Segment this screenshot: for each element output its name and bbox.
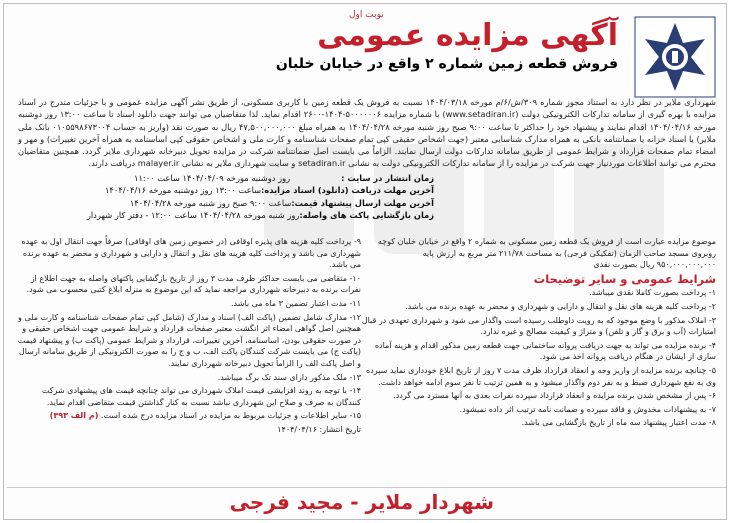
ad-frame — [3, 3, 727, 520]
condition-item: ۱۴- با توجه به روند افزایشی قیمت املاک شهرداری می تواند چنانچه قیمت های پیشنهادی شرکت کنندگان به صرف و صلاح این شهرداری نباشد نسبت به کنار گذاشتن قیمت متقاضی اقدام نماید. — [41, 386, 361, 407]
schedule-row — [129, 197, 434, 209]
reference-code: (م الف ۳۹۳) — [49, 411, 99, 421]
condition-item: ۸- مدت اعتبار پیشنهاد سه ماه از تاریخ بازگشایی می باشد. — [521, 418, 716, 428]
subject-paragraph: موضوع مزایده عبارت است از فروش یک قطعه زمین مسکونی به شماره ۲ واقع در خیابان خلبان کوچه روبروی مسجد صاحب الزمان (تفکیکی فرجی) به مساحت ۲۱۱/۷۸ متر مربع به ارزش پایه ۹۵۰,۰۰۰,۰۰۰,۰۰۰ ریال بصورت نقدی — [377, 237, 716, 270]
schedule-label: زمان بازگشایی پاکت های واصله: — [299, 209, 434, 220]
schedule-label: آخرین مهلت دریافت (دانلود) اسناد مزایده: — [261, 185, 434, 196]
left-column — [16, 236, 361, 438]
condition-item: ۳- املاک مذکور با وضع موجود که به رویت داوطلب رسیده است واگذار می شود و شهرداری تعهدی در قبال امتیازات (آب و برق و گاز و تلفن) و متراژ و کیفیت مصالح و غیره ندارد. — [361, 315, 716, 337]
divider — [7, 487, 727, 488]
schedule-row — [86, 209, 434, 221]
condition-item: ۵- چنانچه برنده مزایده از واریز وجه و انعقاد قرارداد ظرف مدت ۷ روز از تاریخ ابلاغ خودداری نماید سپرده وی به نفع شهرداری ضبط و به نفر دوم واگذار میشود و به همین ترتیب تا نفر سوم ادامه خواهد داشت. — [366, 365, 716, 387]
condition-item — [16, 410, 361, 422]
schedule-value: ساعت ۱۳:۰۰ روز دوشنبه مورخه ۱۴۰۴/۰۴/۱۶ — [104, 185, 262, 196]
condition-text: ۱۵- سایر اطلاعات و جزئیات مربوط به مزایده در اسناد مزایده درج شده است. — [100, 411, 361, 421]
right-column — [361, 236, 716, 431]
schedule-table — [86, 172, 434, 221]
municipality-logo — [634, 16, 716, 98]
schedule-row — [134, 172, 434, 184]
condition-item: ۱۱- مدت اعتبار تضمین ۳ ماه می باشد. — [231, 298, 361, 308]
schedule-value: ساعت ۹:۰۰ صبح روز شنبه مورخه ۱۴۰۴/۰۴/۲۸ — [129, 197, 292, 208]
condition-item: ۷- به پیشنهادات مخدوش و فاقد سپرده و ضمانت نامه ترتیب اثر داده نمیشود. — [459, 404, 716, 414]
issue-badge: نوبت اول — [349, 10, 384, 20]
condition-item: ۶- پس از مشخص شدن برنده مزایده و انعقاد قرارداد سپرده نفرات بعدی به آنها مسترد می گردد. — [393, 391, 716, 401]
schedule-label: زمان انتشار در سایت : — [341, 173, 434, 183]
page-subtitle: فروش قطعه زمین شماره ۲ واقع در خیابان خلبان — [275, 56, 618, 72]
condition-item: ۱- پرداخت بصورت کاملا نقدی میباشد. — [589, 288, 716, 298]
section-title: شرایط عمومی و سایر توضیحات — [533, 271, 716, 286]
condition-item: ۹- پرداخت کلیه هزینه های پذیره اوقافی (در خصوص زمین های اوقافی) صرفاً جهت انتقال اول به عهده شهرداری می باشد و پرداخت کلیه هزینه های نقل و انتقال و دارایی و شهرداری و محضر به عهده برنده می باشد. — [21, 237, 361, 270]
schedule-value: روز شنبه مورخه ۱۴۰۴/۰۴/۲۸ ساعت ۱۲:۰۰ - دفتر کار شهردار — [86, 209, 300, 220]
schedule-label: آخرین مهلت ارسال پیشنهاد قیمت: — [291, 197, 434, 208]
condition-item: ۱۲- مدارک شامل تضمین (پاکت الف) اسناد و مدارک (شامل کپی تمام صفحات شناسنامه و کارت ملی و همچنین اصل گواهی امضاء اثر انگشت معتبر صفحات قرارداد و شرایط عمومی جهت اشخاص حقیقی و در صورت حقوقی بودن، اساسنامه، آخرین تغییرات، قرارداد و شرایط عمومی (پاکت ب) و پیشنهاد قیمت (پاکت ج) می بایست شرکت کنندگان پاکت الف، ب و ج را به صورت الکترونیکی از طریق سامانه ارسال و اصل پاکت الف را الزاماً تحویل دبیرخانه شهرداری نمایند. — [17, 312, 361, 368]
condition-item: ۴- برنده مزایده می تواند به جهت دریافت پروانه ساختمانی جهت قطعه زمین مذکور اقدام و هزینه آماده سازی از ایشان در هنگام دریافت پروانه اخذ می شود. — [374, 340, 716, 362]
issue-date: تاریخ انتشار: ۱۴۰۴/۰۴/۱۶ — [277, 424, 361, 434]
page-title: آگهی مزایده عمومی — [317, 18, 618, 53]
condition-item: ۱۳- ملک مذکور دارای سند تک برگ میباشد. — [217, 372, 361, 382]
logo-icon — [634, 16, 716, 98]
intro-paragraph: شهرداری ملایر در نظر دارد به استناد مجوز شماره ۳۰۹/ش/۶/م مورخه ۱۴۰۴/۰۳/۱۸ نسبت به فروش یک قطعه زمین با کاربری مسکونی، از طریق نشر آگهی مزایده عمومی و با جزئیات مندرج در اسناد مزایده با بهره گیری از سامانه تدارکات الکترونیکی دولت (www.setadiran.ir) با شماره مزایده ۵۰۰۰۰۰۰۶-۱۴۰۴-۲۶۰۰ اقدام نماید. لذا متقاضیان می توانند جهت دانلود اسناد تا ساعت ۱۳:۰۰ روز دوشنبه مورخه ۱۴۰۴/۰۴/۱۶ اقدام نمایند و پیشنهاد خود را حداکثر تا ساعت ۹:۰۰ صبح روز شنبه مورخه ۱۴۰۴/۰۴/۲۸ به همراه مبلغ ۴۷,۵۰۰,۰۰۰,۰۰۰ ریال به صورت نقد (واریز به حساب ۰۱۰۵۵۹۸۶۷۳۰۰۴ بانک ملی ملایر) یا اسناد خزانه یا ضمانتنامه بانکی به همراه مدارک شناسایی معتبر (جهت اشخاص حقیقی کپی تمام صفحات شناسنامه و کارت ملی و اشخاص حقوقی کپی اساسنامه به همراه آخرین تغییرات) و مهر و امضاء تمام صفحات قرارداد و شرایط عمومی از طریق سامانه تدارکات دولت ارسال نمایند. الزاماً می بایست اصل ضمانتنامه شرکت در مزایده تحویل دبیرخانه شهرداری ملایر گردد. همچنین متقاضیان محترم می توانند اطلاعات موردنیاز جهت شرکت در مزایده را از سامانه تدارکات الکترونیکی دولت به نشانی setadiran.ir و سایت شهرداری ملایر به نشانی malayer.ir دریافت دارند. — [18, 97, 717, 169]
schedule-row — [104, 184, 434, 196]
condition-item: ۱۰- متقاضی می بایست حداکثر ظرف مدت ۳ روز از تاریخ بازگشایی پاکتهای واصله به جهت اطلاع از نفرات برنده به دبیرخانه شهرداری مراجعه نماید که این موضوع به منزله ابلاغ کتبی محسوب می شود. — [26, 273, 361, 295]
condition-item: ۲- پرداخت کلیه هزینه های نقل و انتقال و دارایی و شهرداری و محضر به عهده برنده می باشد. — [405, 301, 716, 311]
schedule-value: روز دوشنبه مورخه ۱۴۰۴/۰۴/۰۹ ساعت ۱۱:۰۰ — [134, 173, 291, 183]
signature: شهردار ملایر - مجید فرجی — [229, 490, 494, 514]
